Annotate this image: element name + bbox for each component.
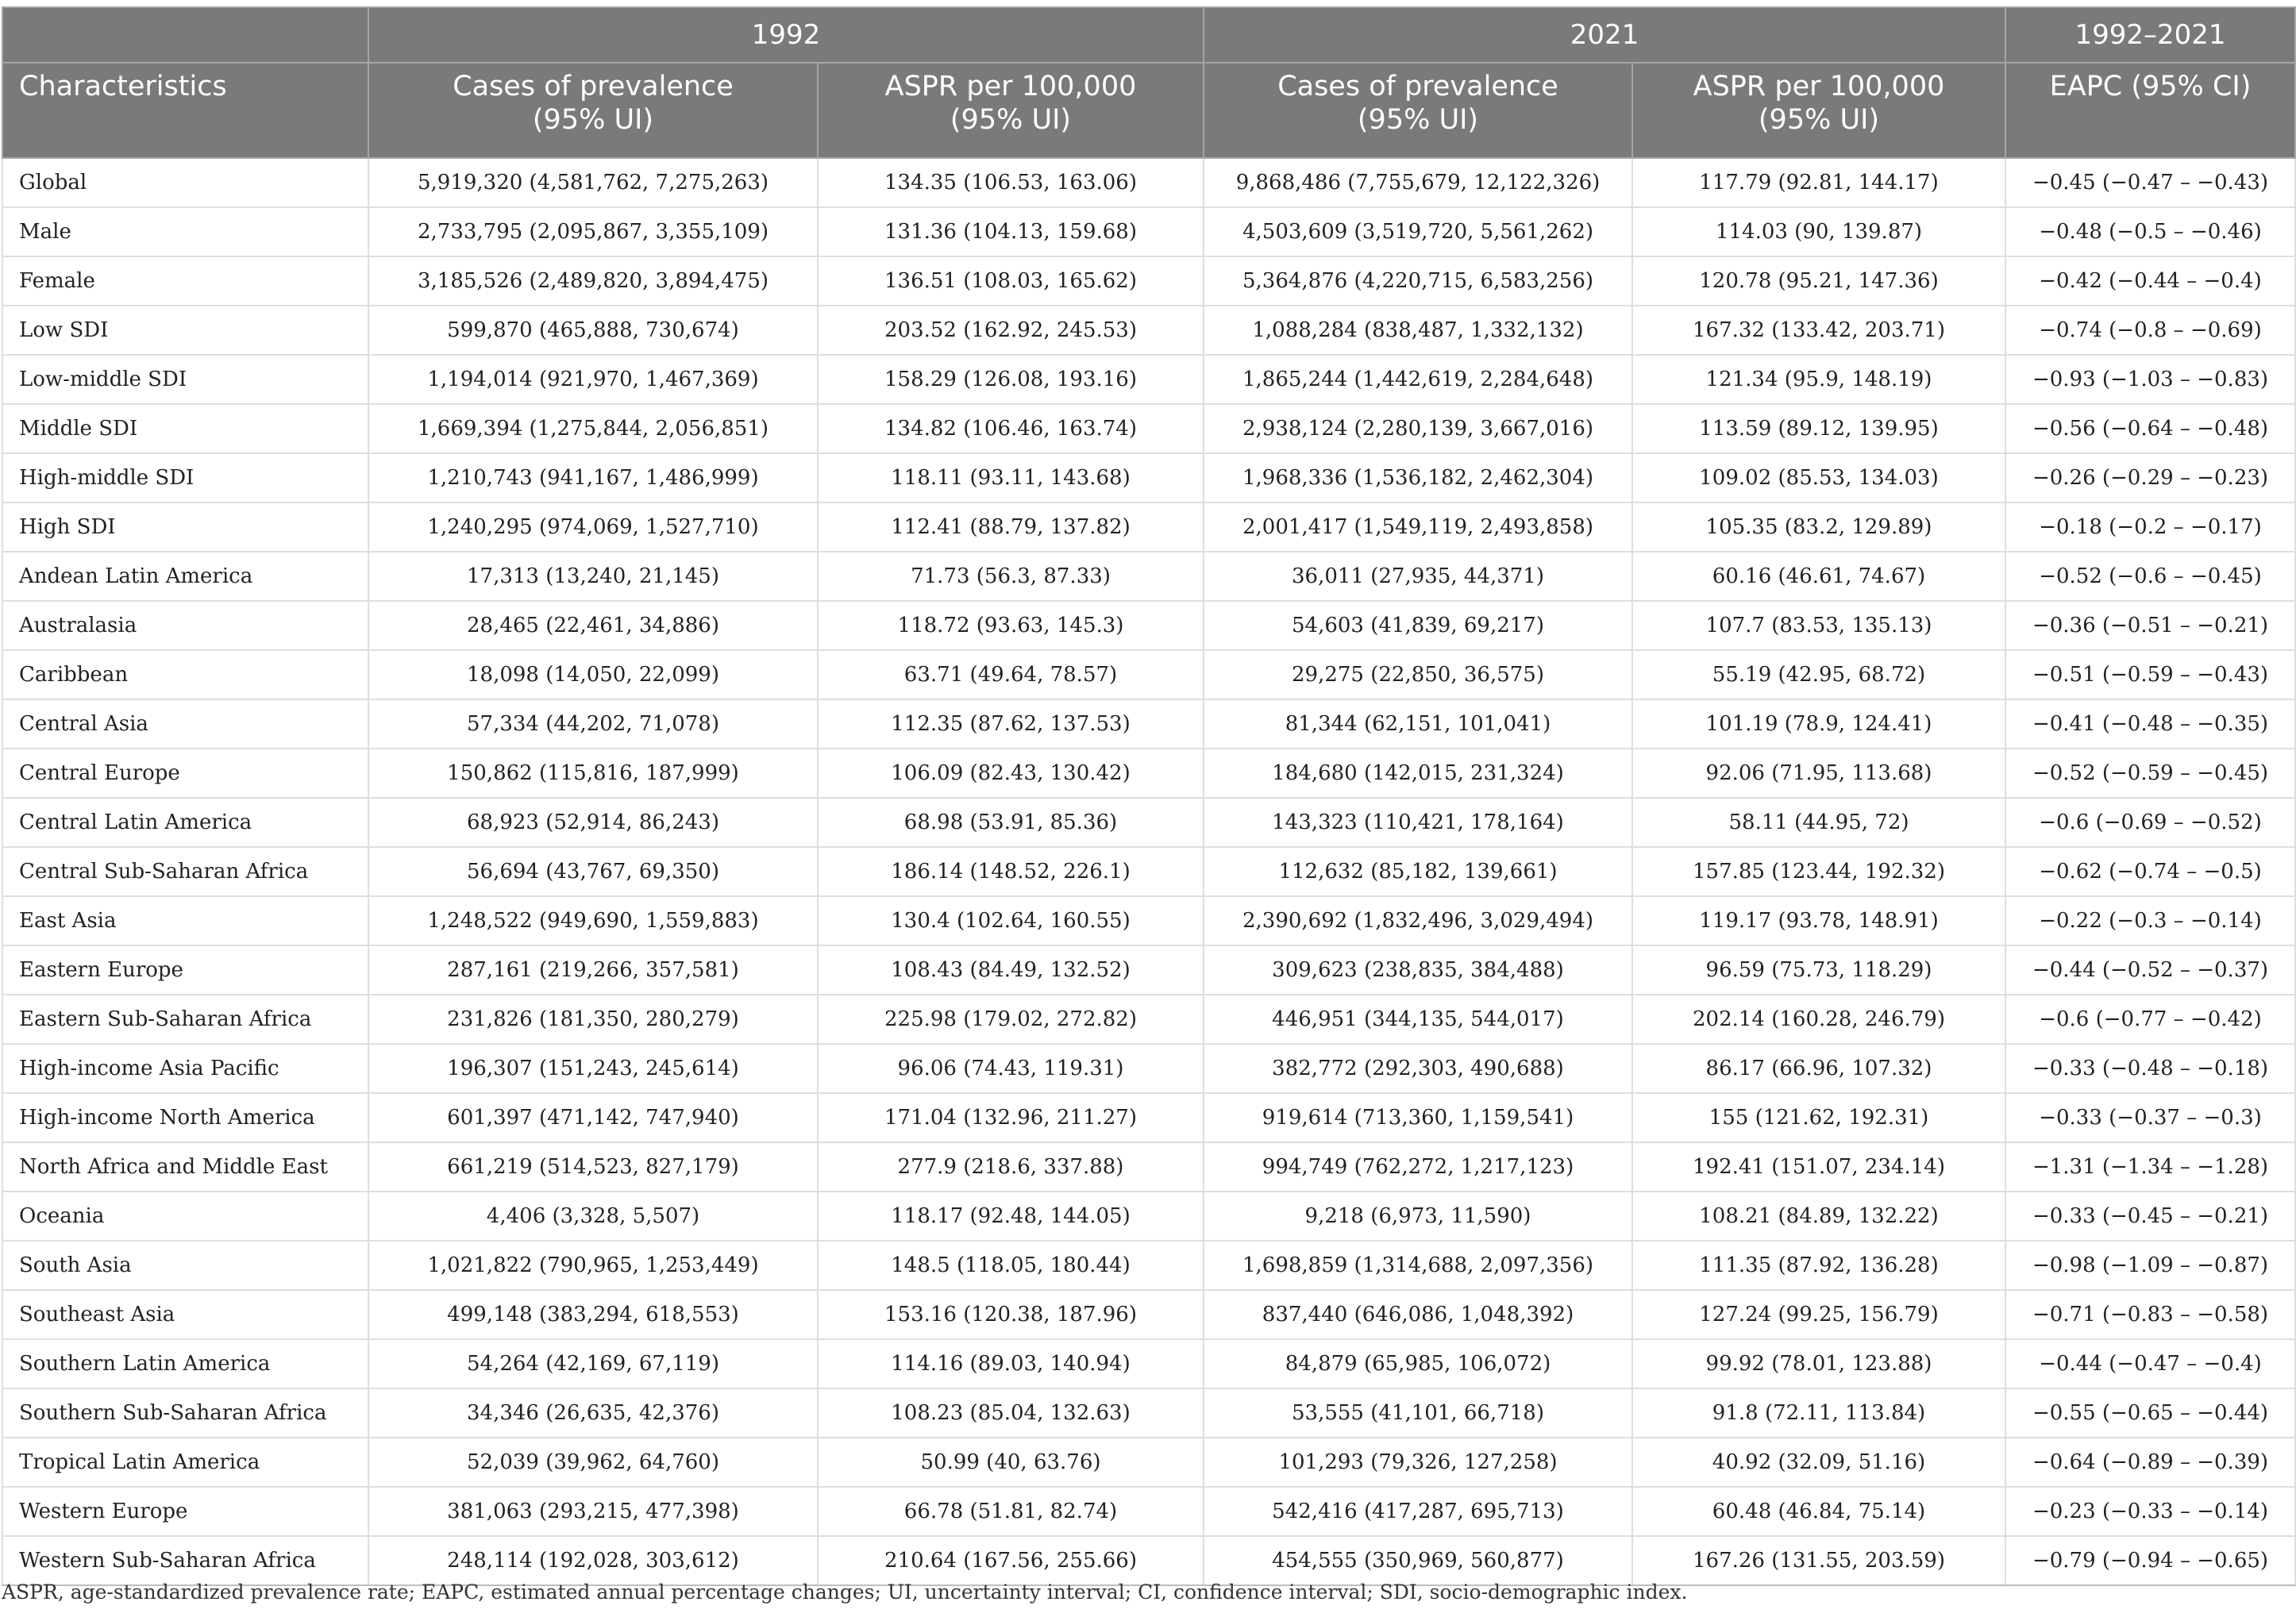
row-name-cell: High-middle SDI (2, 453, 368, 502)
aspr-1992-cell: 63.71 (49.64, 78.57) (818, 650, 1204, 699)
column-header-cases-2021 (1204, 63, 1632, 158)
table-footnote: ASPR, age-standardized prevalence rate; EAPC, estimated annual percentage changes; UI, uncertainty interval; CI, confidence interval; SDI, socio-demographic index. (2, 1581, 1688, 1604)
row-name-cell: Southern Latin America (2, 1339, 368, 1388)
table-row (2, 355, 2295, 404)
aspr-2021-cell: 105.35 (83.2, 129.89) (1632, 502, 2005, 552)
cases-1992-cell: 68,923 (52,914, 86,243) (368, 798, 818, 847)
cases-2021-cell: 2,001,417 (1,549,119, 2,493,858) (1204, 502, 1632, 552)
cases-1992-cell: 231,826 (181,350, 280,279) (368, 995, 818, 1044)
aspr-1992-cell: 134.82 (106.46, 163.74) (818, 404, 1204, 453)
aspr-1992-cell: 134.35 (106.53, 163.06) (818, 158, 1204, 207)
aspr-1992-cell: 118.72 (93.63, 145.3) (818, 601, 1204, 650)
aspr-1992-cell: 108.43 (84.49, 132.52) (818, 945, 1204, 995)
cases-2021-cell: 2,938,124 (2,280,139, 3,667,016) (1204, 404, 1632, 453)
cases-1992-cell: 28,465 (22,461, 34,886) (368, 601, 818, 650)
cases-2021-cell: 837,440 (646,086, 1,048,392) (1204, 1290, 1632, 1339)
table-row (2, 847, 2295, 896)
table-body (2, 158, 2295, 1585)
column-header-row (2, 63, 2295, 158)
eapc-cell: −0.62 (−0.74 – −0.5) (2005, 847, 2295, 896)
table-row (2, 1388, 2295, 1438)
aspr-1992-cell: 136.51 (108.03, 165.62) (818, 256, 1204, 306)
aspr-2021-cell: 167.32 (133.42, 203.71) (1632, 306, 2005, 355)
eapc-cell: −0.45 (−0.47 – −0.43) (2005, 158, 2295, 207)
cases-1992-cell: 34,346 (26,635, 42,376) (368, 1388, 818, 1438)
table-row (2, 1093, 2295, 1142)
table-row (2, 749, 2295, 798)
cases-2021-cell: 454,555 (350,969, 560,877) (1204, 1536, 1632, 1585)
cases-2021-cell: 9,218 (6,973, 11,590) (1204, 1192, 1632, 1241)
prevalence-table-container (2, 6, 2294, 1586)
column-header-cases-1992 (368, 63, 818, 158)
eapc-cell: −0.41 (−0.48 – −0.35) (2005, 699, 2295, 749)
cases-2021-cell: 5,364,876 (4,220,715, 6,583,256) (1204, 256, 1632, 306)
cases-1992-cell: 56,694 (43,767, 69,350) (368, 847, 818, 896)
aspr-2021-cell: 99.92 (78.01, 123.88) (1632, 1339, 2005, 1388)
cases-1992-cell: 248,114 (192,028, 303,612) (368, 1536, 818, 1585)
eapc-cell: −0.79 (−0.94 – −0.65) (2005, 1536, 2295, 1585)
column-header-cases-2021-line2: (95% UI) (1357, 104, 1479, 136)
cases-2021-cell: 53,555 (41,101, 66,718) (1204, 1388, 1632, 1438)
aspr-1992-cell: 68.98 (53.91, 85.36) (818, 798, 1204, 847)
eapc-cell: −0.98 (−1.09 – −0.87) (2005, 1241, 2295, 1290)
row-name-cell: Oceania (2, 1192, 368, 1241)
column-header-aspr-1992 (818, 63, 1204, 158)
eapc-cell: −0.23 (−0.33 – −0.14) (2005, 1487, 2295, 1536)
table-row (2, 945, 2295, 995)
row-name-cell: Southeast Asia (2, 1290, 368, 1339)
table-row (2, 306, 2295, 355)
aspr-1992-cell: 130.4 (102.64, 160.55) (818, 896, 1204, 945)
table-row (2, 896, 2295, 945)
cases-2021-cell: 84,879 (65,985, 106,072) (1204, 1339, 1632, 1388)
cases-2021-cell: 1,968,336 (1,536,182, 2,462,304) (1204, 453, 1632, 502)
group-header-blank (2, 7, 368, 63)
aspr-2021-cell: 60.48 (46.84, 75.14) (1632, 1487, 2005, 1536)
cases-2021-cell: 542,416 (417,287, 695,713) (1204, 1487, 1632, 1536)
cases-1992-cell: 3,185,526 (2,489,820, 3,894,475) (368, 256, 818, 306)
eapc-cell: −0.33 (−0.45 – −0.21) (2005, 1192, 2295, 1241)
eapc-cell: −0.36 (−0.51 – −0.21) (2005, 601, 2295, 650)
column-header-aspr-2021 (1632, 63, 2005, 158)
cases-1992-cell: 1,210,743 (941,167, 1,486,999) (368, 453, 818, 502)
row-name-cell: North Africa and Middle East (2, 1142, 368, 1192)
cases-1992-cell: 4,406 (3,328, 5,507) (368, 1192, 818, 1241)
column-header-characteristics: Characteristics (2, 63, 368, 158)
row-name-cell: Central Asia (2, 699, 368, 749)
aspr-2021-cell: 113.59 (89.12, 139.95) (1632, 404, 2005, 453)
cases-1992-cell: 1,248,522 (949,690, 1,559,883) (368, 896, 818, 945)
row-name-cell: Australasia (2, 601, 368, 650)
aspr-1992-cell: 114.16 (89.03, 140.94) (818, 1339, 1204, 1388)
row-name-cell: High-income North America (2, 1093, 368, 1142)
group-header-row (2, 7, 2295, 63)
cases-1992-cell: 5,919,320 (4,581,762, 7,275,263) (368, 158, 818, 207)
aspr-2021-cell: 109.02 (85.53, 134.03) (1632, 453, 2005, 502)
eapc-cell: −0.18 (−0.2 – −0.17) (2005, 502, 2295, 552)
eapc-cell: −0.74 (−0.8 – −0.69) (2005, 306, 2295, 355)
aspr-1992-cell: 203.52 (162.92, 245.53) (818, 306, 1204, 355)
aspr-2021-cell: 101.19 (78.9, 124.41) (1632, 699, 2005, 749)
aspr-2021-cell: 119.17 (93.78, 148.91) (1632, 896, 2005, 945)
eapc-cell: −0.64 (−0.89 – −0.39) (2005, 1438, 2295, 1487)
row-name-cell: Central Sub-Saharan Africa (2, 847, 368, 896)
row-name-cell: Eastern Europe (2, 945, 368, 995)
cases-1992-cell: 1,669,394 (1,275,844, 2,056,851) (368, 404, 818, 453)
cases-1992-cell: 381,063 (293,215, 477,398) (368, 1487, 818, 1536)
row-name-cell: Low SDI (2, 306, 368, 355)
cases-1992-cell: 150,862 (115,816, 187,999) (368, 749, 818, 798)
row-name-cell: Andean Latin America (2, 552, 368, 601)
row-name-cell: Male (2, 207, 368, 256)
aspr-1992-cell: 50.99 (40, 63.76) (818, 1438, 1204, 1487)
aspr-2021-cell: 117.79 (92.81, 144.17) (1632, 158, 2005, 207)
table-row (2, 1290, 2295, 1339)
cases-1992-cell: 599,870 (465,888, 730,674) (368, 306, 818, 355)
aspr-1992-cell: 153.16 (120.38, 187.96) (818, 1290, 1204, 1339)
eapc-cell: −0.56 (−0.64 – −0.48) (2005, 404, 2295, 453)
cases-2021-cell: 143,323 (110,421, 178,164) (1204, 798, 1632, 847)
aspr-1992-cell: 171.04 (132.96, 211.27) (818, 1093, 1204, 1142)
aspr-2021-cell: 127.24 (99.25, 156.79) (1632, 1290, 2005, 1339)
table-row (2, 256, 2295, 306)
aspr-2021-cell: 96.59 (75.73, 118.29) (1632, 945, 2005, 995)
cases-2021-cell: 36,011 (27,935, 44,371) (1204, 552, 1632, 601)
table-row (2, 1044, 2295, 1093)
eapc-cell: −0.51 (−0.59 – −0.43) (2005, 650, 2295, 699)
column-header-cases-2021-line1: Cases of prevalence (1277, 71, 1558, 102)
aspr-2021-cell: 92.06 (71.95, 113.68) (1632, 749, 2005, 798)
cases-2021-cell: 446,951 (344,135, 544,017) (1204, 995, 1632, 1044)
cases-2021-cell: 1,088,284 (838,487, 1,332,132) (1204, 306, 1632, 355)
aspr-2021-cell: 167.26 (131.55, 203.59) (1632, 1536, 2005, 1585)
aspr-1992-cell: 108.23 (85.04, 132.63) (818, 1388, 1204, 1438)
column-header-aspr-1992-line1: ASPR per 100,000 (884, 71, 1137, 102)
row-name-cell: Low-middle SDI (2, 355, 368, 404)
aspr-2021-cell: 120.78 (95.21, 147.36) (1632, 256, 2005, 306)
column-header-aspr-2021-line1: ASPR per 100,000 (1693, 71, 1945, 102)
table-header (2, 7, 2295, 158)
eapc-cell: −0.93 (−1.03 – −0.83) (2005, 355, 2295, 404)
cases-2021-cell: 382,772 (292,303, 490,688) (1204, 1044, 1632, 1093)
eapc-cell: −0.6 (−0.69 – −0.52) (2005, 798, 2295, 847)
eapc-cell: −0.44 (−0.52 – −0.37) (2005, 945, 2295, 995)
row-name-cell: Eastern Sub-Saharan Africa (2, 995, 368, 1044)
cases-2021-cell: 2,390,692 (1,832,496, 3,029,494) (1204, 896, 1632, 945)
table-row (2, 1536, 2295, 1585)
cases-2021-cell: 81,344 (62,151, 101,041) (1204, 699, 1632, 749)
aspr-2021-cell: 55.19 (42.95, 68.72) (1632, 650, 2005, 699)
eapc-cell: −1.31 (−1.34 – −1.28) (2005, 1142, 2295, 1192)
aspr-2021-cell: 114.03 (90, 139.87) (1632, 207, 2005, 256)
cases-2021-cell: 29,275 (22,850, 36,575) (1204, 650, 1632, 699)
cases-1992-cell: 52,039 (39,962, 64,760) (368, 1438, 818, 1487)
column-header-eapc: EAPC (95% CI) (2005, 63, 2295, 158)
aspr-2021-cell: 111.35 (87.92, 136.28) (1632, 1241, 2005, 1290)
eapc-cell: −0.42 (−0.44 – −0.4) (2005, 256, 2295, 306)
cases-1992-cell: 57,334 (44,202, 71,078) (368, 699, 818, 749)
cases-2021-cell: 4,503,609 (3,519,720, 5,561,262) (1204, 207, 1632, 256)
cases-2021-cell: 994,749 (762,272, 1,217,123) (1204, 1142, 1632, 1192)
column-header-cases-1992-line2: (95% UI) (532, 104, 654, 136)
aspr-2021-cell: 157.85 (123.44, 192.32) (1632, 847, 2005, 896)
group-header-1992: 1992 (368, 7, 1204, 63)
row-name-cell: Global (2, 158, 368, 207)
table-row (2, 798, 2295, 847)
cases-1992-cell: 601,397 (471,142, 747,940) (368, 1093, 818, 1142)
row-name-cell: Central Latin America (2, 798, 368, 847)
cases-2021-cell: 101,293 (79,326, 127,258) (1204, 1438, 1632, 1487)
table-row (2, 158, 2295, 207)
row-name-cell: South Asia (2, 1241, 368, 1290)
aspr-2021-cell: 107.7 (83.53, 135.13) (1632, 601, 2005, 650)
aspr-1992-cell: 158.29 (126.08, 193.16) (818, 355, 1204, 404)
table-row (2, 1339, 2295, 1388)
aspr-1992-cell: 118.11 (93.11, 143.68) (818, 453, 1204, 502)
aspr-2021-cell: 108.21 (84.89, 132.22) (1632, 1192, 2005, 1241)
cases-1992-cell: 1,240,295 (974,069, 1,527,710) (368, 502, 818, 552)
row-name-cell: Southern Sub-Saharan Africa (2, 1388, 368, 1438)
row-name-cell: East Asia (2, 896, 368, 945)
table-row (2, 650, 2295, 699)
cases-1992-cell: 661,219 (514,523, 827,179) (368, 1142, 818, 1192)
aspr-1992-cell: 71.73 (56.3, 87.33) (818, 552, 1204, 601)
row-name-cell: Western Sub-Saharan Africa (2, 1536, 368, 1585)
aspr-1992-cell: 118.17 (92.48, 144.05) (818, 1192, 1204, 1241)
aspr-2021-cell: 155 (121.62, 192.31) (1632, 1093, 2005, 1142)
aspr-1992-cell: 131.36 (104.13, 159.68) (818, 207, 1204, 256)
cases-1992-cell: 196,307 (151,243, 245,614) (368, 1044, 818, 1093)
column-header-aspr-1992-line2: (95% UI) (950, 104, 1072, 136)
group-header-range: 1992–2021 (2005, 7, 2295, 63)
cases-2021-cell: 54,603 (41,839, 69,217) (1204, 601, 1632, 650)
eapc-cell: −0.55 (−0.65 – −0.44) (2005, 1388, 2295, 1438)
table-row (2, 1438, 2295, 1487)
eapc-cell: −0.71 (−0.83 – −0.58) (2005, 1290, 2295, 1339)
cases-1992-cell: 287,161 (219,266, 357,581) (368, 945, 818, 995)
table-row (2, 699, 2295, 749)
aspr-2021-cell: 192.41 (151.07, 234.14) (1632, 1142, 2005, 1192)
cases-2021-cell: 309,623 (238,835, 384,488) (1204, 945, 1632, 995)
table-row (2, 552, 2295, 601)
cases-2021-cell: 184,680 (142,015, 231,324) (1204, 749, 1632, 798)
table-row (2, 1487, 2295, 1536)
prevalence-table (2, 6, 2296, 1586)
row-name-cell: Middle SDI (2, 404, 368, 453)
cases-2021-cell: 9,868,486 (7,755,679, 12,122,326) (1204, 158, 1632, 207)
eapc-cell: −0.22 (−0.3 – −0.14) (2005, 896, 2295, 945)
cases-1992-cell: 1,194,014 (921,970, 1,467,369) (368, 355, 818, 404)
row-name-cell: High SDI (2, 502, 368, 552)
cases-2021-cell: 1,698,859 (1,314,688, 2,097,356) (1204, 1241, 1632, 1290)
aspr-1992-cell: 225.98 (179.02, 272.82) (818, 995, 1204, 1044)
table-row (2, 601, 2295, 650)
eapc-cell: −0.44 (−0.47 – −0.4) (2005, 1339, 2295, 1388)
aspr-1992-cell: 186.14 (148.52, 226.1) (818, 847, 1204, 896)
aspr-2021-cell: 86.17 (66.96, 107.32) (1632, 1044, 2005, 1093)
aspr-1992-cell: 106.09 (82.43, 130.42) (818, 749, 1204, 798)
aspr-1992-cell: 148.5 (118.05, 180.44) (818, 1241, 1204, 1290)
eapc-cell: −0.33 (−0.48 – −0.18) (2005, 1044, 2295, 1093)
cases-1992-cell: 499,148 (383,294, 618,553) (368, 1290, 818, 1339)
aspr-1992-cell: 112.41 (88.79, 137.82) (818, 502, 1204, 552)
aspr-2021-cell: 202.14 (160.28, 246.79) (1632, 995, 2005, 1044)
row-name-cell: Female (2, 256, 368, 306)
aspr-1992-cell: 96.06 (74.43, 119.31) (818, 1044, 1204, 1093)
eapc-cell: −0.6 (−0.77 – −0.42) (2005, 995, 2295, 1044)
aspr-2021-cell: 58.11 (44.95, 72) (1632, 798, 2005, 847)
eapc-cell: −0.26 (−0.29 – −0.23) (2005, 453, 2295, 502)
row-name-cell: Caribbean (2, 650, 368, 699)
cases-2021-cell: 112,632 (85,182, 139,661) (1204, 847, 1632, 896)
table-row (2, 404, 2295, 453)
table-row (2, 453, 2295, 502)
eapc-cell: −0.52 (−0.59 – −0.45) (2005, 749, 2295, 798)
table-row (2, 1142, 2295, 1192)
table-row (2, 1192, 2295, 1241)
eapc-cell: −0.52 (−0.6 – −0.45) (2005, 552, 2295, 601)
table-row (2, 1241, 2295, 1290)
eapc-cell: −0.48 (−0.5 – −0.46) (2005, 207, 2295, 256)
row-name-cell: High-income Asia Pacific (2, 1044, 368, 1093)
cases-2021-cell: 919,614 (713,360, 1,159,541) (1204, 1093, 1632, 1142)
aspr-2021-cell: 91.8 (72.11, 113.84) (1632, 1388, 2005, 1438)
cases-2021-cell: 1,865,244 (1,442,619, 2,284,648) (1204, 355, 1632, 404)
eapc-cell: −0.33 (−0.37 – −0.3) (2005, 1093, 2295, 1142)
cases-1992-cell: 18,098 (14,050, 22,099) (368, 650, 818, 699)
cases-1992-cell: 1,021,822 (790,965, 1,253,449) (368, 1241, 818, 1290)
cases-1992-cell: 2,733,795 (2,095,867, 3,355,109) (368, 207, 818, 256)
group-header-2021: 2021 (1204, 7, 2005, 63)
column-header-cases-1992-line1: Cases of prevalence (453, 71, 734, 102)
aspr-2021-cell: 121.34 (95.9, 148.19) (1632, 355, 2005, 404)
table-row (2, 207, 2295, 256)
table-row (2, 995, 2295, 1044)
table-row (2, 502, 2295, 552)
aspr-2021-cell: 60.16 (46.61, 74.67) (1632, 552, 2005, 601)
row-name-cell: Western Europe (2, 1487, 368, 1536)
aspr-2021-cell: 40.92 (32.09, 51.16) (1632, 1438, 2005, 1487)
row-name-cell: Central Europe (2, 749, 368, 798)
aspr-1992-cell: 112.35 (87.62, 137.53) (818, 699, 1204, 749)
aspr-1992-cell: 210.64 (167.56, 255.66) (818, 1536, 1204, 1585)
aspr-1992-cell: 66.78 (51.81, 82.74) (818, 1487, 1204, 1536)
row-name-cell: Tropical Latin America (2, 1438, 368, 1487)
aspr-1992-cell: 277.9 (218.6, 337.88) (818, 1142, 1204, 1192)
cases-1992-cell: 17,313 (13,240, 21,145) (368, 552, 818, 601)
column-header-aspr-2021-line2: (95% UI) (1758, 104, 1880, 136)
cases-1992-cell: 54,264 (42,169, 67,119) (368, 1339, 818, 1388)
